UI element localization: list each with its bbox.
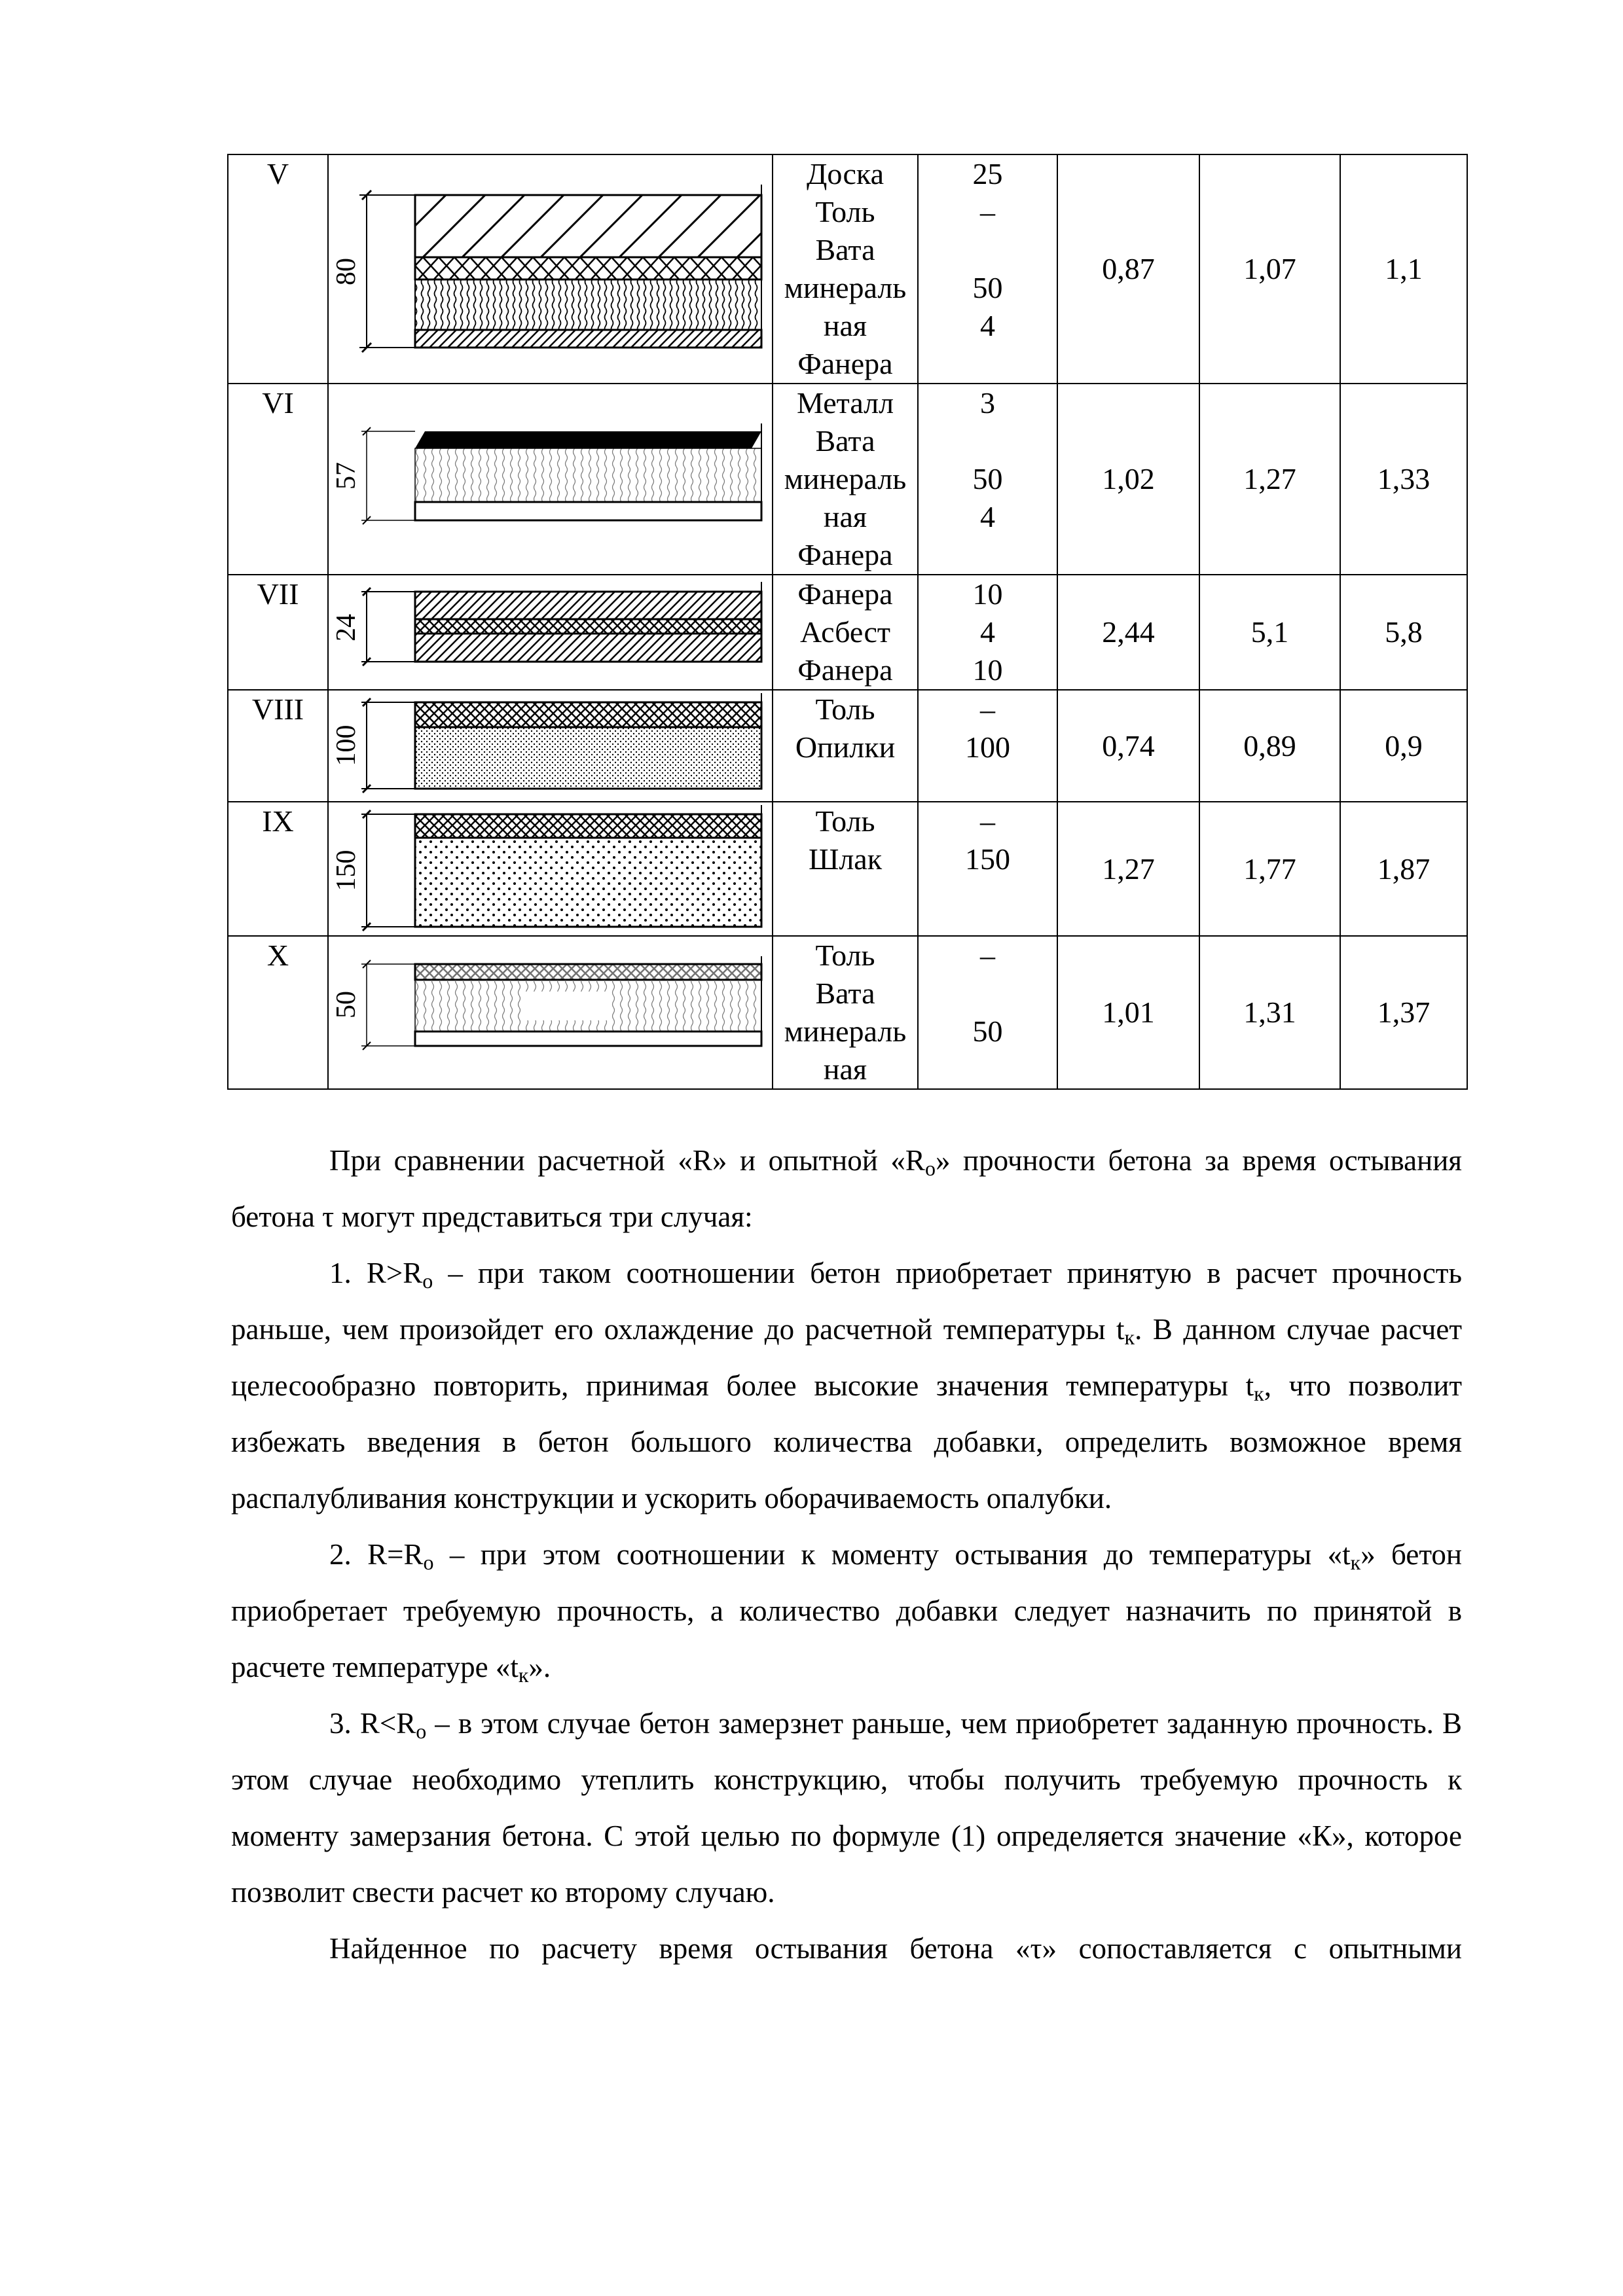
material-name: минераль bbox=[784, 1014, 907, 1048]
material-name: Вата bbox=[815, 977, 875, 1010]
text-run: Найденное по расчету время остывания бетона «τ» сопоставляется с опытными bbox=[329, 1932, 1462, 1965]
subscript: о bbox=[422, 1269, 433, 1293]
material-name: Опилки bbox=[795, 730, 896, 764]
thickness-value: 3 bbox=[980, 386, 995, 420]
layer-diagram bbox=[328, 690, 773, 802]
thickness-value: – bbox=[980, 939, 995, 972]
text-run: 3. R<R bbox=[329, 1707, 416, 1740]
material-name: Вата bbox=[815, 424, 875, 457]
material-name: ная bbox=[823, 309, 867, 342]
table-row bbox=[228, 690, 1467, 802]
thickness-cell bbox=[918, 575, 1057, 690]
layer-diagram-vii bbox=[329, 575, 773, 689]
table-row bbox=[228, 384, 1467, 575]
value-cell-1: 1,01 bbox=[1057, 936, 1199, 1089]
thickness-value bbox=[919, 422, 1057, 460]
thickness-value: 150 bbox=[965, 842, 1010, 876]
paragraph bbox=[231, 1132, 1462, 1245]
material-name: Фанера bbox=[797, 653, 893, 687]
thickness-value bbox=[919, 231, 1057, 269]
material-name: ная bbox=[823, 500, 867, 533]
row-number: V bbox=[228, 154, 328, 384]
thickness-value: – bbox=[980, 692, 995, 726]
subscript: о bbox=[423, 1551, 434, 1574]
value-cell-1: 1,02 bbox=[1057, 384, 1199, 575]
thickness-cell bbox=[918, 690, 1057, 802]
value-cell-2: 1,31 bbox=[1199, 936, 1340, 1089]
text-run: ». bbox=[528, 1651, 551, 1683]
row-number: VI bbox=[228, 384, 328, 575]
row-number: VII bbox=[228, 575, 328, 690]
text-run: . В данном случае расчет целесообразно повторить, принимая более высокие значения температуры t bbox=[231, 1313, 1462, 1402]
subscript: к bbox=[1124, 1325, 1135, 1349]
thickness-value: 4 bbox=[980, 500, 995, 533]
table-row bbox=[228, 154, 1467, 384]
material-name: Асбест bbox=[800, 615, 890, 649]
materials-cell bbox=[773, 575, 918, 690]
layers-table bbox=[227, 154, 1468, 1090]
value-cell-1: 1,27 bbox=[1057, 802, 1199, 936]
value-cell-2: 1,27 bbox=[1199, 384, 1340, 575]
material-name: Толь bbox=[815, 939, 875, 972]
materials-cell bbox=[773, 802, 918, 936]
layer-diagram bbox=[328, 575, 773, 690]
material-name: Шлак bbox=[808, 842, 883, 876]
text-run: » бетон приобретает требуемую прочность, а количество добавки следует назначить по принятой в расчете температуре «t bbox=[231, 1538, 1462, 1683]
value-cell-3: 1,37 bbox=[1340, 936, 1467, 1089]
layer-diagram-v bbox=[329, 155, 773, 381]
thickness-cell bbox=[918, 936, 1057, 1089]
dimension-label: 50 bbox=[331, 991, 361, 1018]
material-name: Фанера bbox=[797, 347, 893, 380]
thickness-value: 4 bbox=[980, 309, 995, 342]
paragraph bbox=[231, 1526, 1462, 1695]
value-cell-1: 0,87 bbox=[1057, 154, 1199, 384]
text-run: – в этом случае бетон замерзнет раньше, чем приобретет заданную прочность. В этом случае необходимо утеплить конструкцию, чтобы получить требуемую прочность к моменту замерзания бетона. С этой целью по формуле (1) определяется значение «К», которое позволит свести расчет ко второму случаю. bbox=[231, 1707, 1462, 1909]
row-number: VIII bbox=[228, 690, 328, 802]
value-cell-3: 5,8 bbox=[1340, 575, 1467, 690]
thickness-value: 4 bbox=[980, 615, 995, 649]
layer-diagram bbox=[328, 802, 773, 936]
material-name: Толь bbox=[815, 692, 875, 726]
value-cell-2: 1,77 bbox=[1199, 802, 1340, 936]
material-name: Вата bbox=[815, 233, 875, 266]
thickness-value: 25 bbox=[972, 157, 1003, 190]
material-name: минераль bbox=[784, 271, 907, 304]
subscript: о bbox=[924, 1157, 936, 1180]
paragraph bbox=[231, 1245, 1462, 1526]
value-cell-2: 5,1 bbox=[1199, 575, 1340, 690]
table-row bbox=[228, 936, 1467, 1089]
materials-cell bbox=[773, 690, 918, 802]
thickness-value: 50 bbox=[972, 462, 1003, 495]
material-name: Толь bbox=[815, 195, 875, 228]
layer-diagram bbox=[328, 936, 773, 1089]
value-cell-1: 0,74 bbox=[1057, 690, 1199, 802]
paragraph bbox=[231, 1920, 1462, 1977]
text-run: При сравнении расчетной «R» и опытной «R bbox=[329, 1144, 925, 1177]
value-cell-3: 1,87 bbox=[1340, 802, 1467, 936]
subscript: к bbox=[518, 1663, 529, 1687]
dimension-label: 80 bbox=[331, 258, 361, 285]
table-row bbox=[228, 575, 1467, 690]
material-name: Металл bbox=[796, 386, 894, 420]
text-run: 2. R=R bbox=[329, 1538, 424, 1571]
value-cell-3: 1,1 bbox=[1340, 154, 1467, 384]
text-run: 1. R>R bbox=[329, 1257, 423, 1289]
text-run: – при этом соотношении к моменту остывания до температуры «t bbox=[433, 1538, 1351, 1571]
thickness-cell bbox=[918, 384, 1057, 575]
materials-cell bbox=[773, 936, 918, 1089]
value-cell-1: 2,44 bbox=[1057, 575, 1199, 690]
body-text bbox=[231, 1132, 1462, 1977]
dimension-label: 24 bbox=[331, 614, 361, 641]
row-number: IX bbox=[228, 802, 328, 936]
material-name: ная bbox=[823, 1052, 867, 1086]
layer-diagram-viii bbox=[329, 691, 773, 802]
text-run: – при таком соотношении бетон приобретает принятую в расчет прочность раньше, чем произойдет его охлаждение до расчетной температуры t bbox=[231, 1257, 1462, 1346]
thickness-value bbox=[919, 975, 1057, 1013]
paragraph bbox=[231, 1695, 1462, 1920]
subscript: к bbox=[1350, 1551, 1361, 1574]
thickness-value: 50 bbox=[972, 271, 1003, 304]
layer-diagram-vi bbox=[329, 384, 773, 574]
thickness-value: – bbox=[980, 195, 995, 228]
text-run: , что позволит избежать введения в бетон большого количества добавки, определить возможное время распалубливания конструкции и ускорить оборачиваемость опалубки. bbox=[231, 1369, 1462, 1515]
row-number: X bbox=[228, 936, 328, 1089]
materials-cell bbox=[773, 154, 918, 384]
table-row bbox=[228, 802, 1467, 936]
thickness-value: 10 bbox=[972, 577, 1003, 611]
layer-diagram-ix bbox=[329, 802, 773, 937]
layer-diagram-x bbox=[329, 937, 773, 1088]
thickness-value: 10 bbox=[972, 653, 1003, 687]
dimension-label: 57 bbox=[331, 462, 361, 490]
material-name: Фанера bbox=[797, 538, 893, 571]
dimension-label: 150 bbox=[331, 850, 361, 891]
layer-diagram bbox=[328, 384, 773, 575]
material-name: минераль bbox=[784, 462, 907, 495]
thickness-value: – bbox=[980, 804, 995, 838]
thickness-cell bbox=[918, 154, 1057, 384]
text-run: » прочности бетона за время остывания бетона τ могут представиться три случая: bbox=[231, 1144, 1462, 1233]
material-name: Доска bbox=[806, 157, 884, 190]
thickness-value: 100 bbox=[965, 730, 1010, 764]
thickness-cell bbox=[918, 802, 1057, 936]
thickness-value: 50 bbox=[972, 1014, 1003, 1048]
subscript: к bbox=[1254, 1382, 1264, 1405]
subscript: о bbox=[416, 1719, 427, 1743]
value-cell-3: 0,9 bbox=[1340, 690, 1467, 802]
materials-cell bbox=[773, 384, 918, 575]
value-cell-2: 1,07 bbox=[1199, 154, 1340, 384]
dimension-label: 100 bbox=[331, 725, 361, 766]
material-name: Фанера bbox=[797, 577, 893, 611]
value-cell-2: 0,89 bbox=[1199, 690, 1340, 802]
layer-diagram bbox=[328, 154, 773, 384]
value-cell-3: 1,33 bbox=[1340, 384, 1467, 575]
material-name: Толь bbox=[815, 804, 875, 838]
